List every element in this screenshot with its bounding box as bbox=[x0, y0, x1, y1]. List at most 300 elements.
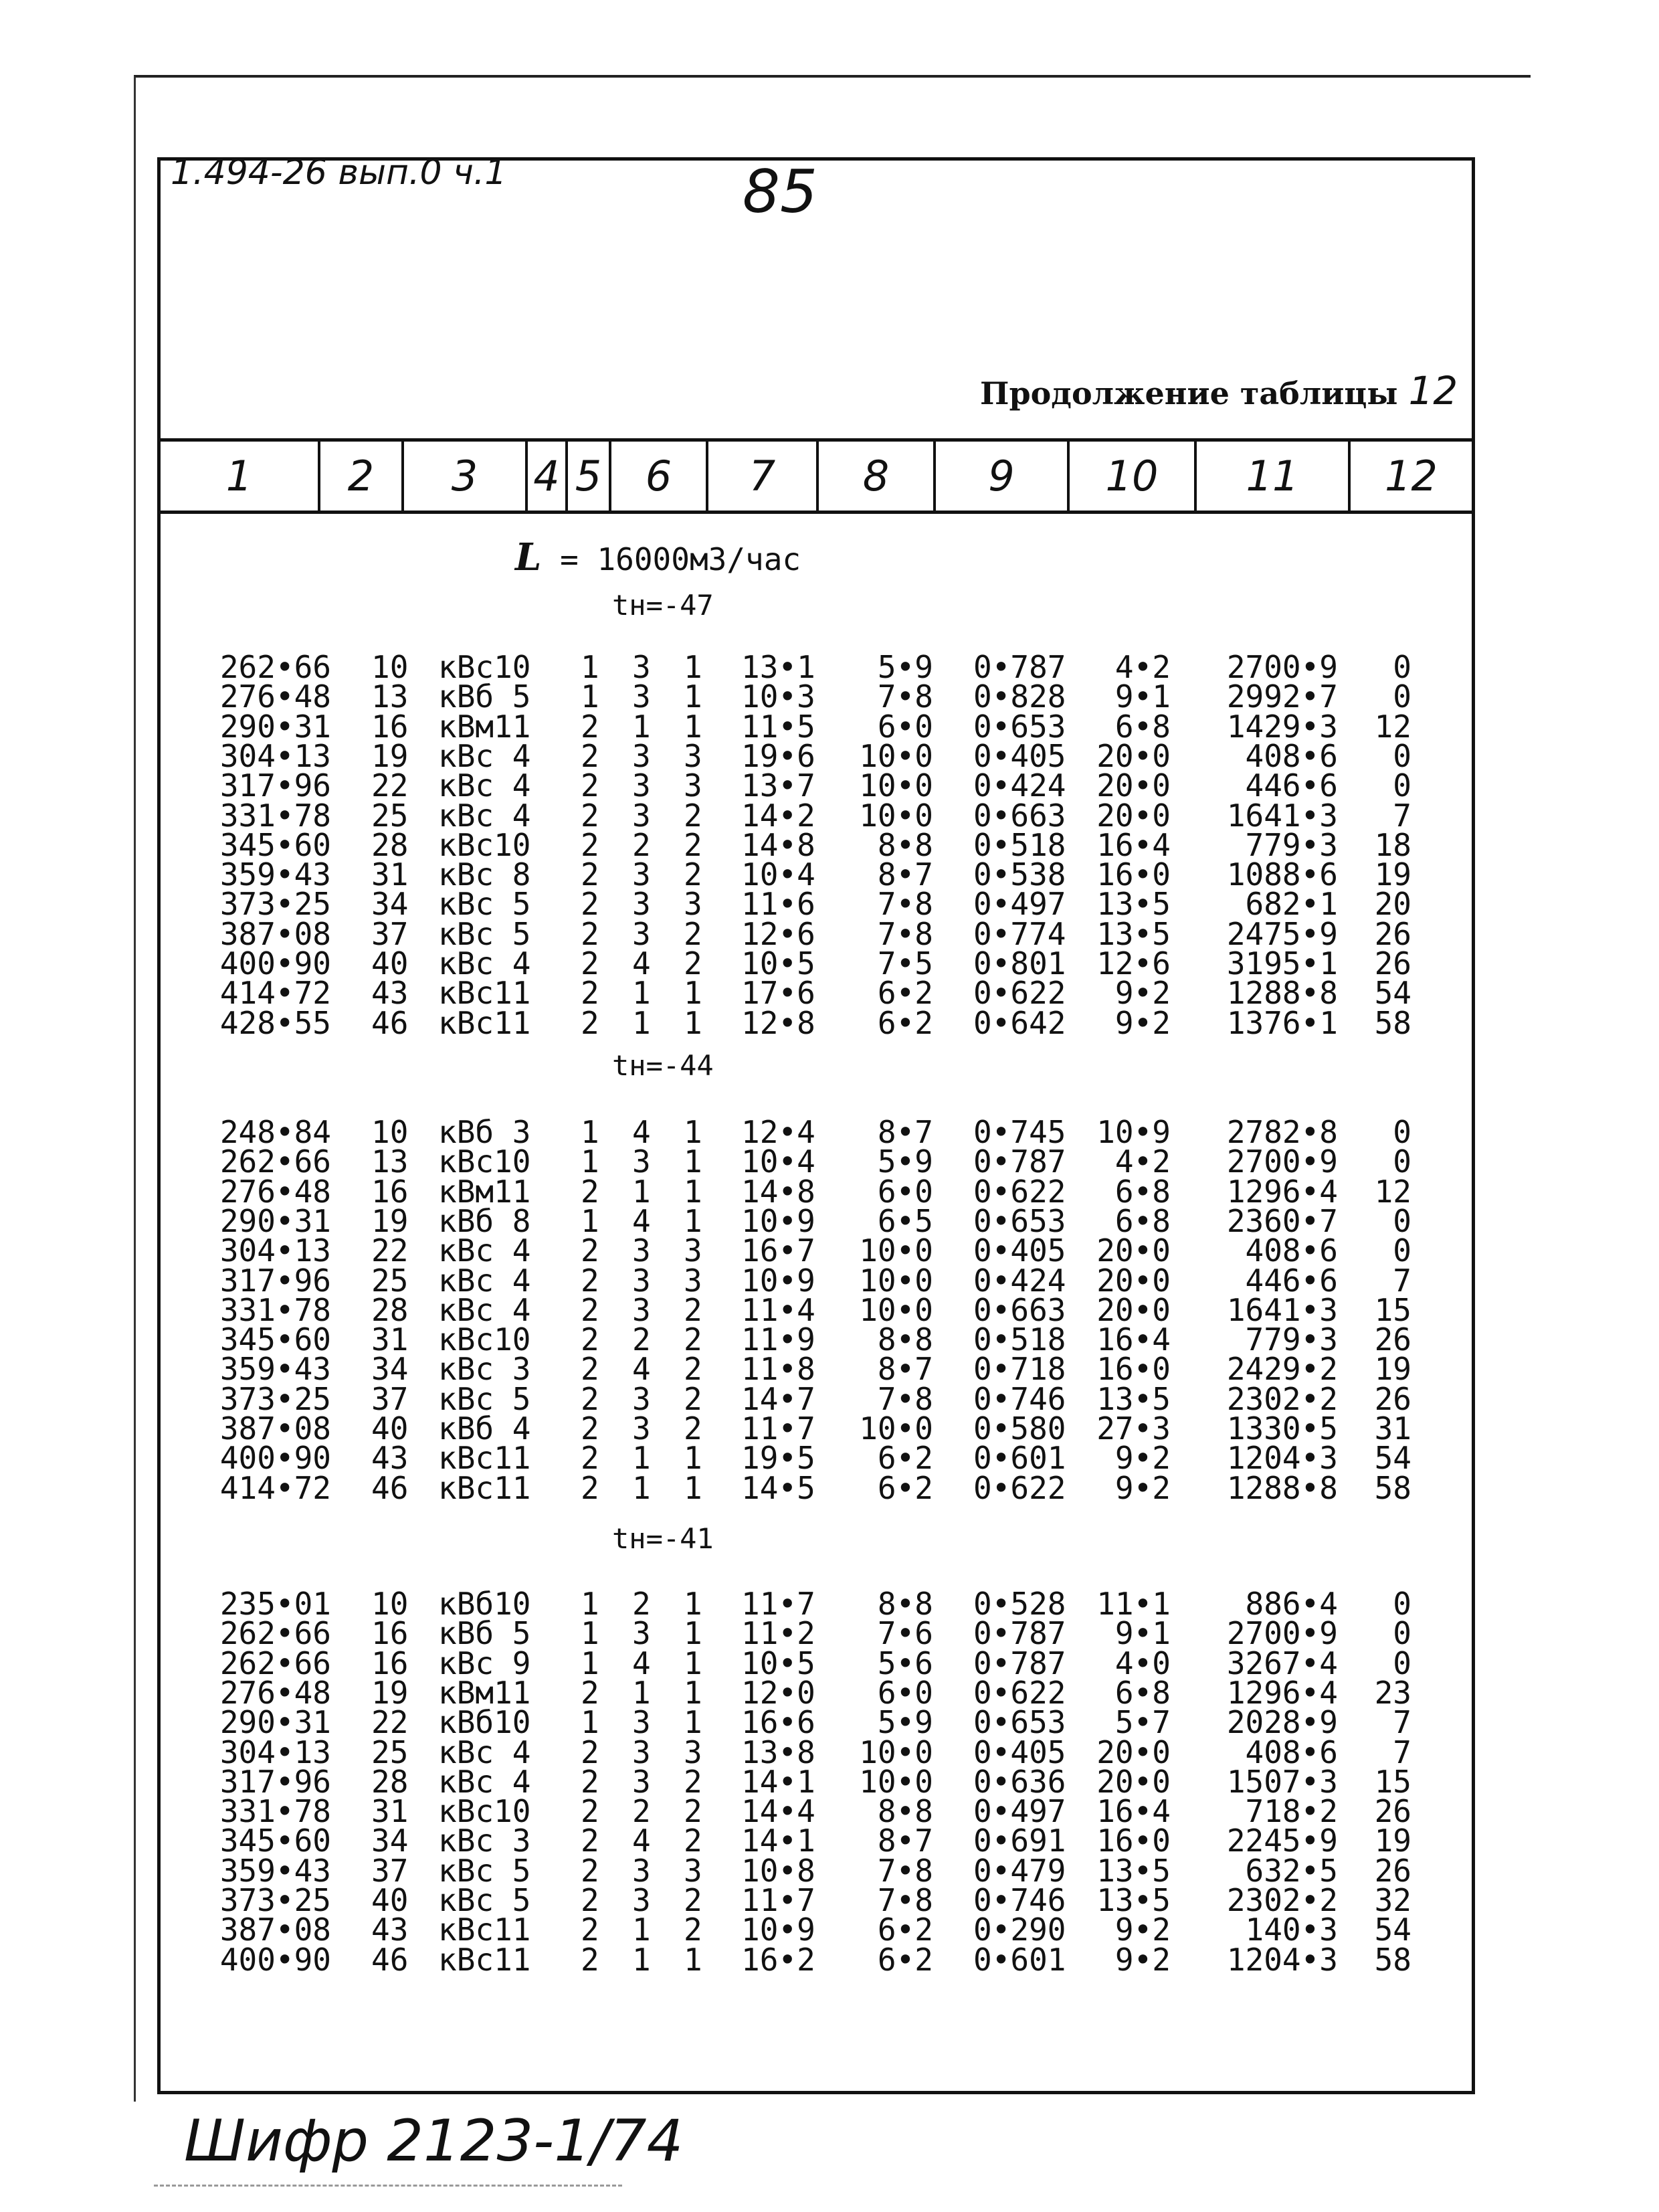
cell-col-11: 1204•3 bbox=[1226, 1941, 1338, 1978]
cell-col-11: 682•1 bbox=[1245, 886, 1338, 923]
cell-col-4: 1 bbox=[581, 678, 599, 715]
cell-col-11: 1429•3 bbox=[1226, 708, 1338, 745]
cell-col-1: 428•55 bbox=[219, 1004, 331, 1041]
table-row bbox=[0, 767, 1659, 804]
table-row bbox=[0, 708, 1659, 745]
cell-col-5: 3 bbox=[632, 649, 651, 685]
cell-col-7: 14•8 bbox=[741, 1173, 815, 1210]
cell-col-12: 15 bbox=[1374, 1291, 1411, 1328]
flow-rate-caption bbox=[515, 535, 801, 579]
cell-col-4: 2 bbox=[581, 886, 599, 923]
cell-col-3: кВс11 bbox=[438, 1912, 531, 1948]
cell-col-1: 262•66 bbox=[219, 649, 331, 685]
cell-col-2: 34 bbox=[371, 1823, 409, 1859]
cell-col-7: 16•7 bbox=[741, 1232, 815, 1269]
cell-col-10: 4•0 bbox=[1114, 1645, 1171, 1681]
cell-col-11: 2992•7 bbox=[1226, 678, 1338, 715]
cell-col-5: 3 bbox=[632, 737, 651, 774]
cell-col-9: 0•653 bbox=[973, 708, 1066, 745]
cell-col-2: 22 bbox=[371, 1704, 409, 1741]
cell-col-9: 0•746 bbox=[973, 1380, 1066, 1417]
cell-col-6: 1 bbox=[684, 1674, 702, 1711]
cell-col-8: 10•0 bbox=[859, 767, 933, 804]
cell-col-12: 7 bbox=[1393, 1734, 1411, 1770]
cell-col-10: 9•2 bbox=[1114, 1440, 1171, 1477]
cell-col-2: 34 bbox=[371, 886, 409, 923]
cell-col-5: 1 bbox=[632, 975, 651, 1012]
cell-col-1: 235•01 bbox=[219, 1586, 331, 1622]
cell-col-9: 0•787 bbox=[973, 1615, 1066, 1652]
cell-col-5: 3 bbox=[632, 1763, 651, 1800]
cell-col-3: кВс 4 bbox=[438, 1232, 531, 1269]
cell-col-3: кВс 5 bbox=[438, 1380, 531, 1417]
cell-col-7: 12•6 bbox=[741, 915, 815, 952]
cell-col-9: 0•479 bbox=[973, 1852, 1066, 1889]
cell-col-1: 262•66 bbox=[219, 1143, 331, 1180]
cell-col-7: 11•7 bbox=[741, 1410, 815, 1447]
cell-col-7: 10•9 bbox=[741, 1202, 815, 1239]
cell-col-7: 11•7 bbox=[741, 1586, 815, 1622]
cell-col-10: 20•0 bbox=[1096, 1262, 1171, 1299]
cell-col-4: 2 bbox=[581, 1410, 599, 1447]
cell-col-4: 2 bbox=[581, 1380, 599, 1417]
page-number: 85 bbox=[743, 157, 817, 226]
cell-col-9: 0•622 bbox=[973, 1469, 1066, 1506]
cell-col-9: 0•745 bbox=[973, 1114, 1066, 1150]
cell-col-4: 2 bbox=[581, 1882, 599, 1918]
cell-col-7: 13•1 bbox=[741, 649, 815, 685]
cell-col-11: 2302•2 bbox=[1226, 1380, 1338, 1417]
cell-col-11: 1641•3 bbox=[1226, 797, 1338, 834]
cell-col-8: 6•2 bbox=[877, 1004, 933, 1041]
cell-col-11: 779•3 bbox=[1245, 1321, 1338, 1358]
bottom-scan-line bbox=[154, 2185, 622, 2187]
cell-col-11: 2475•9 bbox=[1226, 915, 1338, 952]
cell-col-9: 0•405 bbox=[973, 737, 1066, 774]
cell-col-10: 20•0 bbox=[1096, 1232, 1171, 1269]
cell-col-4: 2 bbox=[581, 797, 599, 834]
cell-col-4: 1 bbox=[581, 1704, 599, 1741]
cell-col-6: 1 bbox=[684, 1202, 702, 1239]
cell-col-3: кВс 5 bbox=[438, 915, 531, 952]
cell-col-4: 2 bbox=[581, 1351, 599, 1388]
cell-col-2: 22 bbox=[371, 1232, 409, 1269]
cell-col-3: кВс 5 bbox=[438, 886, 531, 923]
cell-col-11: 2028•9 bbox=[1226, 1704, 1338, 1741]
cell-col-2: 28 bbox=[371, 826, 409, 863]
cell-col-10: 13•5 bbox=[1096, 1852, 1171, 1889]
cell-col-9: 0•653 bbox=[973, 1202, 1066, 1239]
cell-col-2: 37 bbox=[371, 1852, 409, 1889]
cell-col-1: 414•72 bbox=[219, 975, 331, 1012]
cell-col-4: 2 bbox=[581, 826, 599, 863]
cell-col-12: 7 bbox=[1393, 1262, 1411, 1299]
cell-col-11: 1204•3 bbox=[1226, 1440, 1338, 1477]
cell-col-11: 2700•9 bbox=[1226, 1143, 1338, 1180]
cell-col-3: кВс 4 bbox=[438, 945, 531, 982]
cell-col-8: 8•8 bbox=[877, 1793, 933, 1830]
cell-col-3: кВс11 bbox=[438, 1469, 531, 1506]
cell-col-6: 2 bbox=[684, 1793, 702, 1830]
cell-col-10: 13•5 bbox=[1096, 1882, 1171, 1918]
cell-col-1: 373•25 bbox=[219, 886, 331, 923]
cell-col-12: 20 bbox=[1374, 886, 1411, 923]
cell-col-7: 10•4 bbox=[741, 1143, 815, 1180]
cell-col-10: 9•2 bbox=[1114, 1004, 1171, 1041]
cell-col-4: 1 bbox=[581, 1586, 599, 1622]
cell-col-12: 26 bbox=[1374, 1321, 1411, 1358]
column-header-7: 7 bbox=[706, 442, 816, 511]
cell-col-5: 4 bbox=[632, 1202, 651, 1239]
cell-col-3: кВб10 bbox=[438, 1586, 531, 1622]
cell-col-4: 2 bbox=[581, 1291, 599, 1328]
cell-col-1: 317•96 bbox=[219, 1763, 331, 1800]
cell-col-10: 9•2 bbox=[1114, 1469, 1171, 1506]
cell-col-2: 31 bbox=[371, 856, 409, 893]
cell-col-4: 1 bbox=[581, 649, 599, 685]
cell-col-7: 14•2 bbox=[741, 797, 815, 834]
cell-col-12: 7 bbox=[1393, 1704, 1411, 1741]
cell-col-12: 0 bbox=[1393, 767, 1411, 804]
cell-col-4: 2 bbox=[581, 1321, 599, 1358]
cell-col-5: 1 bbox=[632, 1674, 651, 1711]
cell-col-12: 26 bbox=[1374, 1852, 1411, 1889]
continuation-caption bbox=[980, 368, 1458, 413]
cell-col-6: 1 bbox=[684, 1704, 702, 1741]
cell-col-11: 632•5 bbox=[1245, 1852, 1338, 1889]
cell-col-5: 3 bbox=[632, 678, 651, 715]
cell-col-1: 248•84 bbox=[219, 1114, 331, 1150]
cell-col-3: кВс11 bbox=[438, 1440, 531, 1477]
cell-col-8: 8•7 bbox=[877, 1114, 933, 1150]
cell-col-9: 0•691 bbox=[973, 1823, 1066, 1859]
cell-col-12: 26 bbox=[1374, 915, 1411, 952]
cell-col-5: 3 bbox=[632, 886, 651, 923]
cell-col-11: 408•6 bbox=[1245, 737, 1338, 774]
cell-col-5: 3 bbox=[632, 1882, 651, 1918]
cell-col-12: 0 bbox=[1393, 1586, 1411, 1622]
cell-col-12: 7 bbox=[1393, 797, 1411, 834]
table-row bbox=[0, 737, 1659, 774]
cell-col-12: 58 bbox=[1374, 1941, 1411, 1978]
cell-col-2: 16 bbox=[371, 708, 409, 745]
document-code: 1.494-26 вып.0 ч.1 bbox=[171, 153, 507, 193]
cell-col-9: 0•622 bbox=[973, 1674, 1066, 1711]
cell-col-8: 10•0 bbox=[859, 797, 933, 834]
cell-col-2: 10 bbox=[371, 649, 409, 685]
cell-col-4: 2 bbox=[581, 1674, 599, 1711]
table-row bbox=[0, 856, 1659, 893]
cell-col-7: 10•8 bbox=[741, 1852, 815, 1889]
cell-col-11: 3267•4 bbox=[1226, 1645, 1338, 1681]
cell-col-7: 10•5 bbox=[741, 1645, 815, 1681]
cell-col-12: 19 bbox=[1374, 1351, 1411, 1388]
cell-col-11: 2700•9 bbox=[1226, 1615, 1338, 1652]
cell-col-12: 26 bbox=[1374, 945, 1411, 982]
cell-col-10: 9•2 bbox=[1114, 1941, 1171, 1978]
cell-col-9: 0•601 bbox=[973, 1440, 1066, 1477]
cell-col-3: кВс 5 bbox=[438, 1882, 531, 1918]
table-row bbox=[0, 1704, 1659, 1741]
cell-col-4: 2 bbox=[581, 1440, 599, 1477]
cell-col-10: 16•4 bbox=[1096, 1321, 1171, 1358]
column-header-12: 12 bbox=[1348, 442, 1472, 511]
cell-col-4: 1 bbox=[581, 1645, 599, 1681]
cell-col-2: 19 bbox=[371, 737, 409, 774]
cell-col-4: 2 bbox=[581, 975, 599, 1012]
cell-col-4: 2 bbox=[581, 1004, 599, 1041]
cell-col-11: 1288•8 bbox=[1226, 975, 1338, 1012]
cell-col-8: 6•2 bbox=[877, 975, 933, 1012]
table-row bbox=[0, 1823, 1659, 1859]
cell-col-1: 373•25 bbox=[219, 1380, 331, 1417]
cell-col-4: 2 bbox=[581, 945, 599, 982]
cell-col-2: 19 bbox=[371, 1202, 409, 1239]
cell-col-5: 3 bbox=[632, 915, 651, 952]
table-row bbox=[0, 1262, 1659, 1299]
cell-col-2: 34 bbox=[371, 1351, 409, 1388]
table-row bbox=[0, 1232, 1659, 1269]
column-header-1: 1 bbox=[225, 452, 253, 500]
cell-col-7: 10•4 bbox=[741, 856, 815, 893]
cell-col-1: 387•08 bbox=[219, 915, 331, 952]
cell-col-1: 400•90 bbox=[219, 945, 331, 982]
cell-col-3: кВс11 bbox=[438, 1004, 531, 1041]
cell-col-2: 40 bbox=[371, 1410, 409, 1447]
cell-col-11: 2245•9 bbox=[1226, 1823, 1338, 1859]
cell-col-5: 3 bbox=[632, 1852, 651, 1889]
column-header-11: 11 bbox=[1194, 442, 1348, 511]
cell-col-1: 290•31 bbox=[219, 1704, 331, 1741]
cell-col-10: 16•0 bbox=[1096, 1351, 1171, 1388]
table-row bbox=[0, 649, 1659, 685]
cell-col-8: 8•7 bbox=[877, 856, 933, 893]
table-row bbox=[0, 1852, 1659, 1889]
cell-col-1: 276•48 bbox=[219, 1674, 331, 1711]
cell-col-1: 359•43 bbox=[219, 1852, 331, 1889]
cell-col-12: 15 bbox=[1374, 1763, 1411, 1800]
cell-col-10: 20•0 bbox=[1096, 1763, 1171, 1800]
cell-col-11: 886•4 bbox=[1245, 1586, 1338, 1622]
cell-col-10: 13•5 bbox=[1096, 1380, 1171, 1417]
section-title: tн=-47 bbox=[612, 589, 714, 622]
cell-col-5: 3 bbox=[632, 767, 651, 804]
cell-col-9: 0•663 bbox=[973, 1291, 1066, 1328]
cell-col-3: кВс11 bbox=[438, 1941, 531, 1978]
cell-col-5: 1 bbox=[632, 1941, 651, 1978]
cell-col-6: 2 bbox=[684, 826, 702, 863]
cell-col-11: 3195•1 bbox=[1226, 945, 1338, 982]
cell-col-2: 43 bbox=[371, 1440, 409, 1477]
cell-col-5: 2 bbox=[632, 1793, 651, 1830]
cell-col-8: 8•8 bbox=[877, 1586, 933, 1622]
cell-col-1: 262•66 bbox=[219, 1645, 331, 1681]
cell-col-4: 2 bbox=[581, 708, 599, 745]
cell-col-7: 10•5 bbox=[741, 945, 815, 982]
cell-col-12: 12 bbox=[1374, 1173, 1411, 1210]
cell-col-12: 54 bbox=[1374, 1912, 1411, 1948]
cell-col-9: 0•601 bbox=[973, 1941, 1066, 1978]
table-row bbox=[0, 1321, 1659, 1358]
cipher-note: Шифр 2123-1/74 bbox=[184, 2108, 684, 2175]
cell-col-3: кВс10 bbox=[438, 1321, 531, 1358]
cell-col-3: кВс 3 bbox=[438, 1351, 531, 1388]
cell-col-3: кВс 4 bbox=[438, 1763, 531, 1800]
cell-col-1: 373•25 bbox=[219, 1882, 331, 1918]
cell-col-8: 6•2 bbox=[877, 1440, 933, 1477]
cell-col-12: 58 bbox=[1374, 1469, 1411, 1506]
cell-col-5: 3 bbox=[632, 1143, 651, 1180]
cell-col-8: 10•0 bbox=[859, 1232, 933, 1269]
cell-col-10: 9•2 bbox=[1114, 1912, 1171, 1948]
cell-col-7: 12•4 bbox=[741, 1114, 815, 1150]
cell-col-9: 0•774 bbox=[973, 915, 1066, 952]
column-header-5: 5 bbox=[565, 442, 609, 511]
cell-col-11: 1641•3 bbox=[1226, 1291, 1338, 1328]
column-header-row bbox=[161, 438, 1472, 514]
cell-col-11: 2302•2 bbox=[1226, 1882, 1338, 1918]
table-row bbox=[0, 1380, 1659, 1417]
cell-col-11: 408•6 bbox=[1245, 1232, 1338, 1269]
cell-col-2: 37 bbox=[371, 915, 409, 952]
cell-col-7: 19•6 bbox=[741, 737, 815, 774]
table-row bbox=[0, 1173, 1659, 1210]
cell-col-11: 1330•5 bbox=[1226, 1410, 1338, 1447]
cell-col-6: 2 bbox=[684, 1912, 702, 1948]
cell-col-12: 0 bbox=[1393, 649, 1411, 685]
cell-col-8: 7•5 bbox=[877, 945, 933, 982]
cell-col-5: 1 bbox=[632, 1440, 651, 1477]
cell-col-2: 13 bbox=[371, 678, 409, 715]
table-row bbox=[0, 1882, 1659, 1918]
cell-col-8: 10•0 bbox=[859, 737, 933, 774]
cell-col-9: 0•538 bbox=[973, 856, 1066, 893]
cell-col-11: 2782•8 bbox=[1226, 1114, 1338, 1150]
cell-col-9: 0•528 bbox=[973, 1586, 1066, 1622]
cell-col-5: 3 bbox=[632, 1291, 651, 1328]
cell-col-5: 3 bbox=[632, 1410, 651, 1447]
cell-col-10: 16•0 bbox=[1096, 856, 1171, 893]
table-row bbox=[0, 1291, 1659, 1328]
cell-col-12: 0 bbox=[1393, 737, 1411, 774]
table-row bbox=[0, 945, 1659, 982]
cell-col-6: 2 bbox=[684, 1380, 702, 1417]
cell-col-3: кВб 3 bbox=[438, 1114, 531, 1150]
cell-col-9: 0•405 bbox=[973, 1734, 1066, 1770]
column-header-2: 2 bbox=[318, 442, 401, 511]
table-row bbox=[0, 1674, 1659, 1711]
continuation-label: Продолжение таблицы bbox=[980, 375, 1398, 411]
cell-col-1: 414•72 bbox=[219, 1469, 331, 1506]
cell-col-4: 1 bbox=[581, 1114, 599, 1150]
table-row bbox=[0, 826, 1659, 863]
cell-col-11: 1507•3 bbox=[1226, 1763, 1338, 1800]
cell-col-3: кВм11 bbox=[438, 1173, 531, 1210]
cell-col-10: 13•5 bbox=[1096, 915, 1171, 952]
cell-col-10: 12•6 bbox=[1096, 945, 1171, 982]
cell-col-5: 3 bbox=[632, 1262, 651, 1299]
cell-col-10: 20•0 bbox=[1096, 767, 1171, 804]
cell-col-6: 1 bbox=[684, 1941, 702, 1978]
cell-col-5: 3 bbox=[632, 1734, 651, 1770]
cell-col-8: 10•0 bbox=[859, 1734, 933, 1770]
cell-col-9: 0•787 bbox=[973, 1645, 1066, 1681]
cell-col-10: 16•4 bbox=[1096, 1793, 1171, 1830]
cell-col-5: 1 bbox=[632, 708, 651, 745]
cell-col-2: 43 bbox=[371, 1912, 409, 1948]
cell-col-6: 1 bbox=[684, 1645, 702, 1681]
cell-col-1: 359•43 bbox=[219, 856, 331, 893]
cell-col-7: 11•6 bbox=[741, 886, 815, 923]
cell-col-7: 14•5 bbox=[741, 1469, 815, 1506]
cell-col-1: 359•43 bbox=[219, 1351, 331, 1388]
cell-col-1: 304•13 bbox=[219, 1734, 331, 1770]
cell-col-3: кВб 5 bbox=[438, 678, 531, 715]
cell-col-12: 26 bbox=[1374, 1793, 1411, 1830]
cell-col-3: кВб 8 bbox=[438, 1202, 531, 1239]
cell-col-8: 8•7 bbox=[877, 1351, 933, 1388]
flow-rate-symbol: L bbox=[515, 535, 542, 579]
cell-col-7: 14•7 bbox=[741, 1380, 815, 1417]
table-row bbox=[0, 1004, 1659, 1041]
cell-col-9: 0•497 bbox=[973, 1793, 1066, 1830]
cell-col-6: 2 bbox=[684, 1351, 702, 1388]
cell-col-12: 0 bbox=[1393, 1202, 1411, 1239]
cell-col-6: 3 bbox=[684, 1232, 702, 1269]
cell-col-3: кВб10 bbox=[438, 1704, 531, 1741]
cell-col-4: 2 bbox=[581, 1823, 599, 1859]
cell-col-12: 0 bbox=[1393, 1143, 1411, 1180]
cell-col-2: 25 bbox=[371, 1262, 409, 1299]
cell-col-8: 7•8 bbox=[877, 1852, 933, 1889]
cell-col-10: 11•1 bbox=[1096, 1586, 1171, 1622]
cell-col-2: 13 bbox=[371, 1143, 409, 1180]
cell-col-3: кВс 4 bbox=[438, 1262, 531, 1299]
cell-col-9: 0•518 bbox=[973, 1321, 1066, 1358]
cell-col-7: 16•6 bbox=[741, 1704, 815, 1741]
cell-col-3: кВс 4 bbox=[438, 1291, 531, 1328]
cell-col-8: 8•8 bbox=[877, 1321, 933, 1358]
cell-col-4: 2 bbox=[581, 1793, 599, 1830]
cell-col-3: кВс10 bbox=[438, 1793, 531, 1830]
cell-col-2: 16 bbox=[371, 1645, 409, 1681]
cell-col-10: 16•0 bbox=[1096, 1823, 1171, 1859]
column-header-9: 9 bbox=[933, 442, 1067, 511]
table-row bbox=[0, 1469, 1659, 1506]
cell-col-2: 10 bbox=[371, 1114, 409, 1150]
table-row bbox=[0, 915, 1659, 952]
cell-col-6: 1 bbox=[684, 1469, 702, 1506]
cell-col-8: 10•0 bbox=[859, 1763, 933, 1800]
cell-col-4: 2 bbox=[581, 767, 599, 804]
cell-col-9: 0•642 bbox=[973, 1004, 1066, 1041]
cell-col-4: 2 bbox=[581, 1912, 599, 1948]
cell-col-9: 0•746 bbox=[973, 1882, 1066, 1918]
cell-col-6: 3 bbox=[684, 1852, 702, 1889]
cell-col-11: 408•6 bbox=[1245, 1734, 1338, 1770]
cell-col-11: 2360•7 bbox=[1226, 1202, 1338, 1239]
cell-col-10: 6•8 bbox=[1114, 708, 1171, 745]
cell-col-10: 6•8 bbox=[1114, 1173, 1171, 1210]
cell-col-4: 2 bbox=[581, 1469, 599, 1506]
cell-col-1: 387•08 bbox=[219, 1912, 331, 1948]
cell-col-7: 11•9 bbox=[741, 1321, 815, 1358]
cell-col-5: 2 bbox=[632, 1586, 651, 1622]
cell-col-7: 19•5 bbox=[741, 1440, 815, 1477]
cell-col-11: 446•6 bbox=[1245, 1262, 1338, 1299]
cell-col-8: 6•0 bbox=[877, 1674, 933, 1711]
cell-col-7: 14•1 bbox=[741, 1823, 815, 1859]
